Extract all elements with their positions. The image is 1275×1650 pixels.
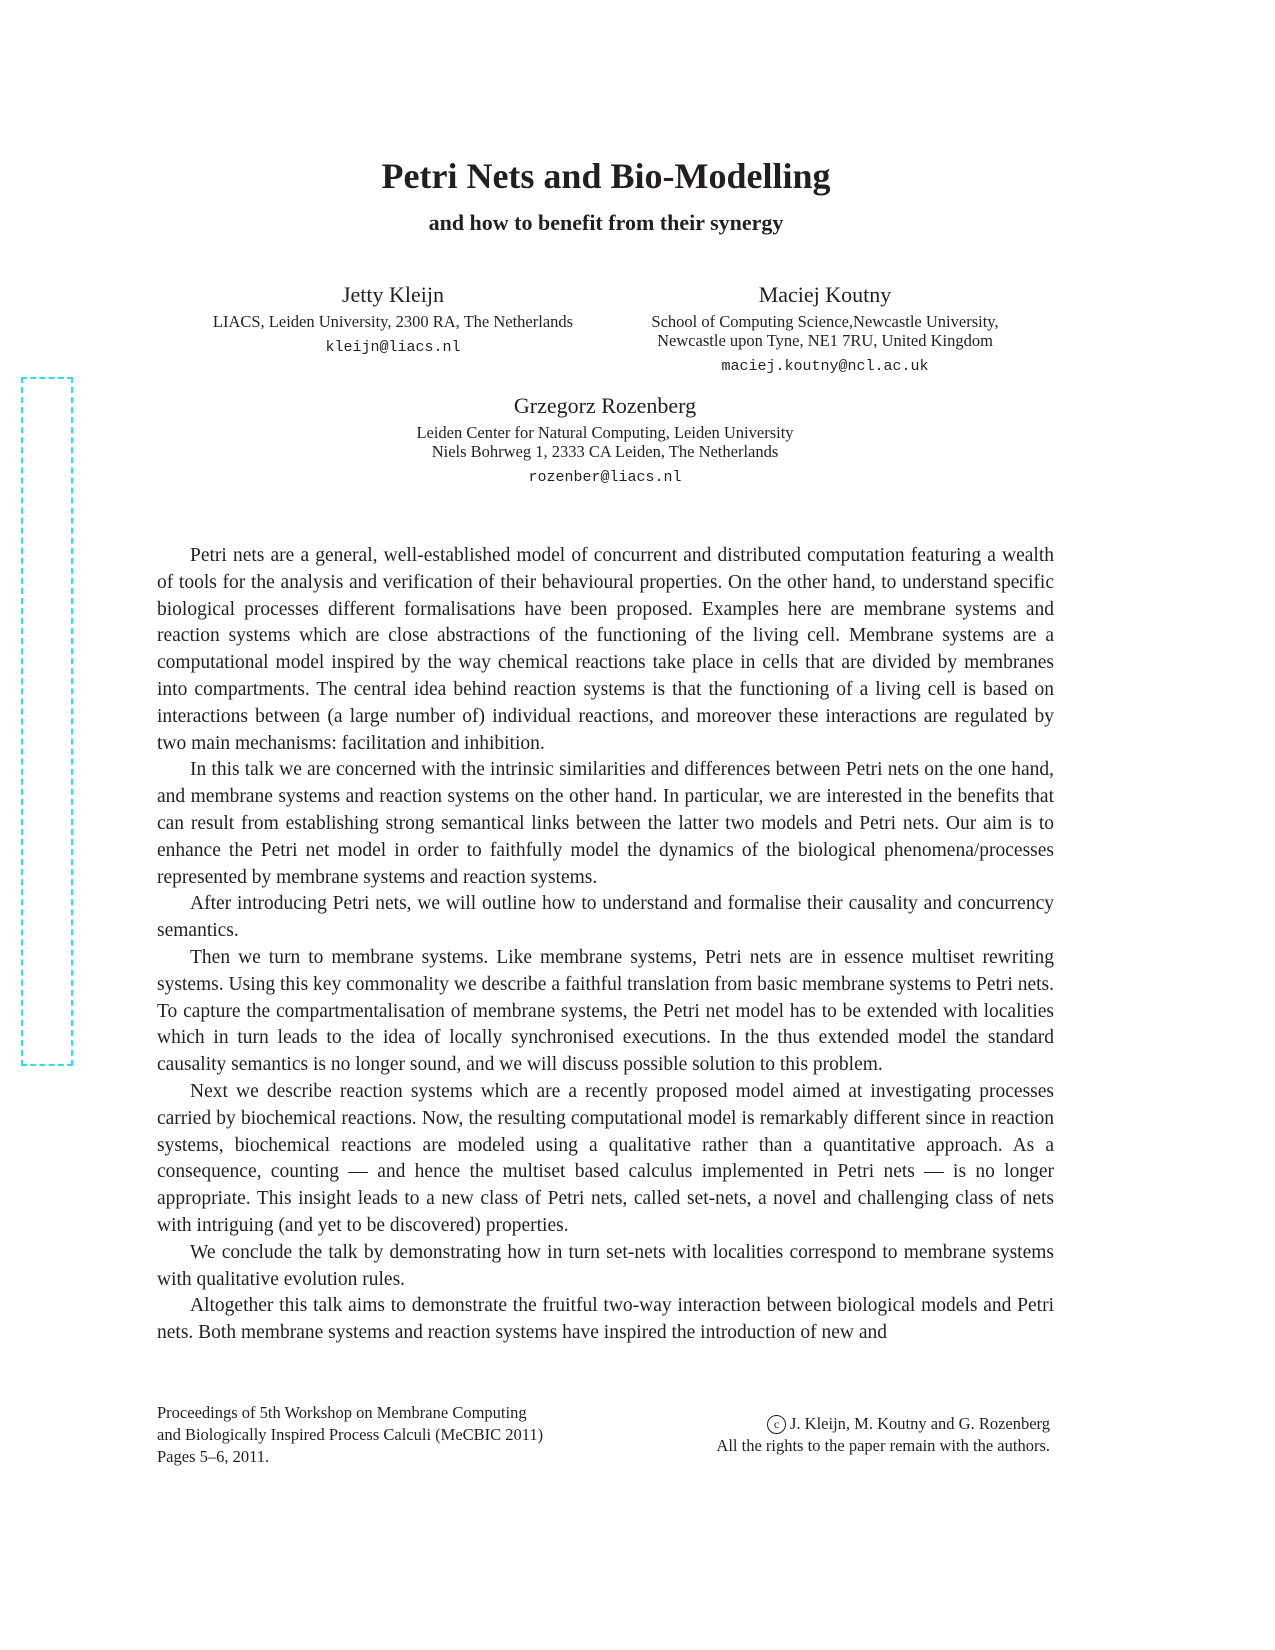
copyright-holders: J. Kleijn, M. Koutny and G. Rozenberg [790, 1414, 1050, 1433]
body-paragraph: Petri nets are a general, well-established model of concurrent and distributed computation featuring a wealth of tools for the analysis and verification of their behavioural properties. On the other hand, to understand specific biological processes different formalisations have been proposed. Examples here are membrane systems and reaction systems which are close abstractions of the functioning of the living cell. Membrane systems are a computational model inspired by the way chemical reactions take place in cells that are divided by membranes into compartments. The central idea behind reaction systems is that the functioning of a living cell is based on interactions between (a large number of) individual reactions, and moreover these interactions are regulated by two main mechanisms: facilitation and inhibition. [157, 545, 1054, 754]
body-paragraph: Then we turn to membrane systems. Like membrane systems, Petri nets are in essence multiset rewriting systems. Using this key commonality we describe a faithful translation from basic membrane systems to Petri nets. To capture the compartmentalisation of membrane systems, the Petri net model has to be extended with localities which in turn leads to the idea of locally synchronised executions. In the thus extended model the standard causality semantics is no longer sound, and we will discuss possible solution to this problem. [157, 946, 1054, 1076]
abstract-body [157, 543, 1054, 1347]
affiliation-line: Niels Bohrweg 1, 2333 CA Leiden, The Netherlands [431, 442, 779, 461]
paper-title: Petri Nets and Bio-Modelling [381, 156, 831, 196]
affiliation-line: Newcastle upon Tyne, NE1 7RU, United Kingdom [657, 331, 993, 350]
copyright-icon: c [767, 1415, 786, 1434]
affiliation-line: Leiden Center for Natural Computing, Leiden University [416, 423, 794, 442]
author-name: Grzegorz Rozenberg [513, 393, 697, 418]
author-block [620, 280, 1030, 377]
author-name: Jetty Kleijn [341, 282, 445, 307]
copyright-line [640, 1413, 1050, 1435]
body-paragraph: In this talk we are concerned with the intrinsic similarities and differences between Petri nets on the one hand, and membrane systems and reaction systems on the other hand. In particular, we are interested in the benefits that can result from establishing strong semantical links between the latter two models and Petri nets. Our aim is to enhance the Petri net model in order to faithfully model the dynamics of the biological phenomena/processes represented by membrane systems and reaction systems. [157, 759, 1054, 888]
affiliation-line: School of Computing Science,Newcastle University, [651, 312, 999, 331]
author-affiliation [380, 423, 830, 461]
copyright-info [640, 1413, 1050, 1457]
body-paragraph: After introducing Petri nets, we will outline how to understand and formalise their causality and concurrency semantics. [157, 893, 1054, 942]
paper-subtitle: and how to benefit from their synergy [428, 210, 784, 235]
rights-statement: All the rights to the paper remain with the authors. [716, 1436, 1050, 1455]
proceedings-info [157, 1402, 627, 1468]
proceedings-line: Pages 5–6, 2011. [157, 1447, 270, 1466]
proceedings-line: Proceedings of 5th Workshop on Membrane Computing [157, 1403, 527, 1422]
author-block [190, 280, 596, 358]
link-frame [21, 377, 73, 1066]
author-affiliation: LIACS, Leiden University, 2300 RA, The Netherlands [212, 312, 574, 331]
author-block [380, 391, 830, 488]
body-paragraph: We conclude the talk by demonstrating how in turn set-nets with localities correspond to membrane systems with qualitative evolution rules. [157, 1241, 1054, 1290]
body-paragraph: Altogether this talk aims to demonstrate the fruitful two-way interaction between biological models and Petri nets. Both membrane systems and reaction systems have inspired the introduction of new and [157, 1295, 1054, 1344]
proceedings-line: and Biologically Inspired Process Calculi (MeCBIC 2011) [157, 1425, 544, 1444]
author-email[interactable]: kleijn@liacs.nl [325, 339, 461, 356]
body-paragraph: Next we describe reaction systems which are a recently proposed model aimed at investigating processes carried by biochemical reactions. Now, the resulting computational model is remarkably different since in reaction systems, biochemical reactions are modeled using a qualitative rather than a quantitative approach. As a consequence, counting — and hence the multiset based calculus implemented in Petri nets — is no longer appropriate. This insight leads to a new class of Petri nets, called set-nets, a novel and challenging class of nets with intriguing (and yet to be discovered) properties. [157, 1080, 1054, 1236]
author-email[interactable]: maciej.koutny@ncl.ac.uk [721, 358, 929, 375]
author-email[interactable]: rozenber@liacs.nl [528, 469, 682, 486]
author-affiliation [620, 312, 1030, 350]
author-name: Maciej Koutny [758, 282, 892, 307]
